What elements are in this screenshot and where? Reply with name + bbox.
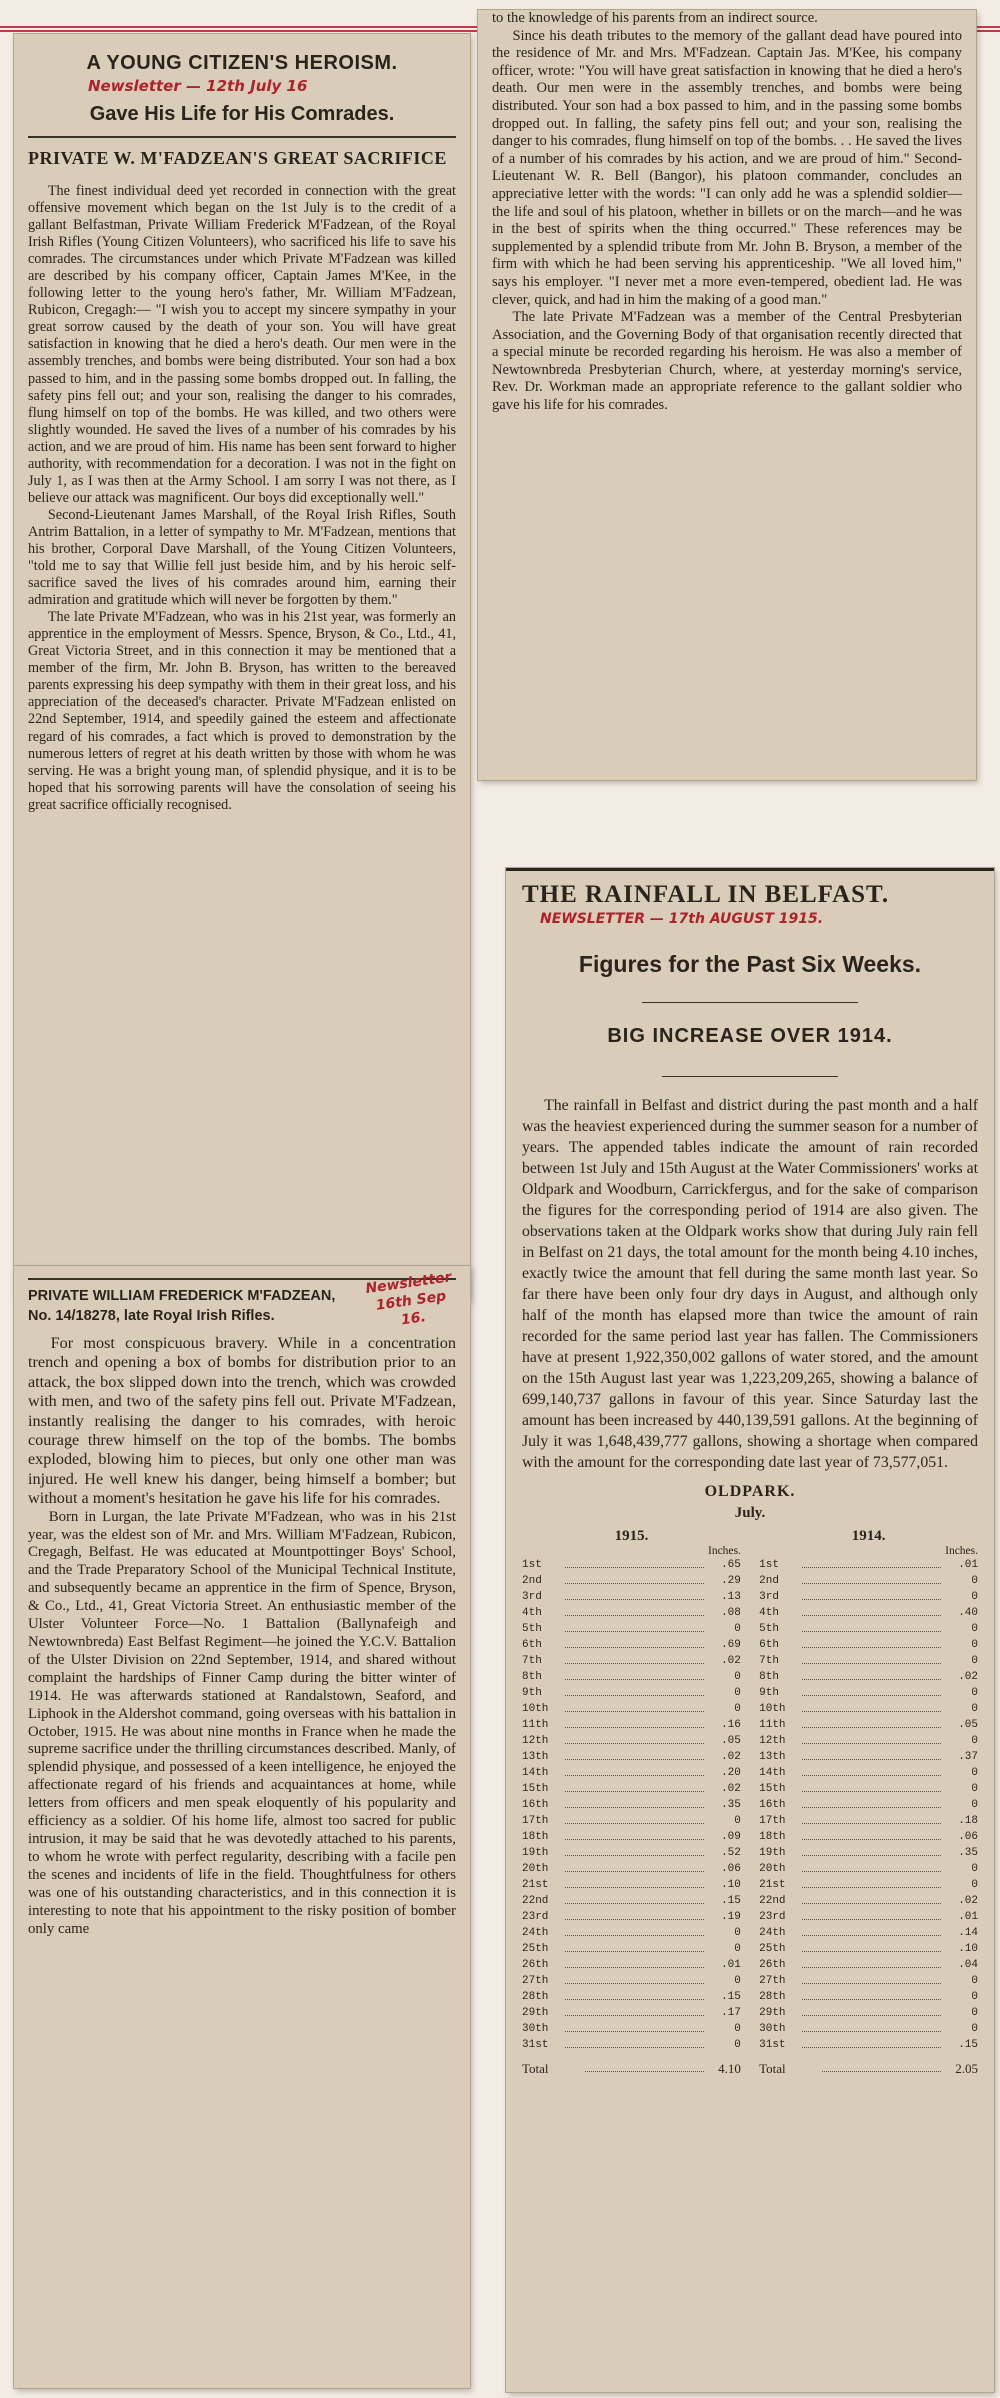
total-row xyxy=(522,2061,741,2077)
day-cell: 23rd xyxy=(522,1911,549,1923)
leader-dots xyxy=(802,1701,941,1712)
day-cell: 31st xyxy=(522,2039,549,2051)
table-row xyxy=(759,1685,978,1701)
value-cell: 0 xyxy=(734,1623,741,1635)
leader-dots xyxy=(802,1877,941,1888)
table-row xyxy=(522,2005,741,2021)
table-row xyxy=(759,1589,978,1605)
total-label: Total xyxy=(522,2061,549,2076)
leader-dots xyxy=(802,1637,941,1648)
leader-dots xyxy=(565,1669,704,1680)
leader-dots xyxy=(802,1829,941,1840)
table-month: July. xyxy=(734,1505,766,1521)
leader-dots xyxy=(802,1685,941,1696)
day-cell: 21st xyxy=(522,1879,549,1891)
article-subtitle: Gave His Life for His Comrades. xyxy=(89,103,395,125)
day-cell: 24th xyxy=(522,1927,549,1939)
leader-dots xyxy=(802,1781,941,1792)
value-cell: .02 xyxy=(958,1671,978,1683)
citation-heading: PRIVATE WILLIAM FREDERICK M'FADZEAN, xyxy=(28,1288,336,1304)
value-cell: 0 xyxy=(971,1799,978,1811)
table-row xyxy=(522,1989,741,2005)
rainfall-clipping xyxy=(506,868,994,2392)
day-cell: 19th xyxy=(759,1847,786,1859)
leader-dots xyxy=(565,1637,704,1648)
table-year: 1914. xyxy=(851,1528,886,1544)
table-row xyxy=(759,1637,978,1653)
table-heading: OLDPARK. xyxy=(704,1483,796,1500)
heroism-clipping xyxy=(14,34,470,1300)
table-row xyxy=(759,1781,978,1797)
table-row xyxy=(759,1861,978,1877)
day-cell: 19th xyxy=(522,1847,549,1859)
divider xyxy=(662,1076,838,1077)
day-cell: 13th xyxy=(522,1751,549,1763)
article-title: A YOUNG CITIZEN'S HEROISM. xyxy=(86,52,398,74)
day-cell: 17th xyxy=(522,1815,549,1827)
day-cell: 28th xyxy=(759,1991,786,2003)
leader-dots xyxy=(802,1973,941,1984)
value-cell: .06 xyxy=(721,1863,741,1875)
day-cell: 6th xyxy=(759,1639,779,1651)
day-cell: 11th xyxy=(522,1719,549,1731)
value-cell: .01 xyxy=(958,1911,978,1923)
total-row xyxy=(759,2061,978,2077)
value-cell: .02 xyxy=(958,1895,978,1907)
value-cell: .69 xyxy=(721,1639,741,1651)
table-row xyxy=(759,2037,978,2053)
leader-dots xyxy=(565,2021,704,2032)
day-cell: 22nd xyxy=(759,1895,786,1907)
table-year: 1915. xyxy=(614,1528,649,1544)
handwritten-annotation: NEWSLETTER — 17th AUGUST 1915. xyxy=(540,911,824,927)
value-cell: .04 xyxy=(958,1959,978,1971)
value-cell: .10 xyxy=(721,1879,741,1891)
day-cell: 25th xyxy=(522,1943,549,1955)
rainfall-table xyxy=(759,1528,978,2077)
leader-dots xyxy=(565,1701,704,1712)
table-row xyxy=(522,1701,741,1717)
table-row xyxy=(522,1685,741,1701)
table-row xyxy=(522,1765,741,1781)
value-cell: .01 xyxy=(958,1559,978,1571)
leader-dots xyxy=(802,1621,941,1632)
leader-dots xyxy=(565,1749,704,1760)
leader-dots xyxy=(565,1589,704,1600)
handwritten-annotation: Newsletter — 12th July 16 xyxy=(88,77,308,95)
leader-dots xyxy=(802,1605,941,1616)
leader-dots xyxy=(802,1893,941,1904)
value-cell: 0 xyxy=(971,1991,978,2003)
value-cell: .02 xyxy=(721,1655,741,1667)
leader-dots xyxy=(802,2021,941,2032)
table-row xyxy=(522,2037,741,2053)
value-cell: 0 xyxy=(971,1639,978,1651)
value-cell: 0 xyxy=(971,1687,978,1699)
leader-dots xyxy=(565,1813,704,1824)
value-cell: .01 xyxy=(721,1959,741,1971)
value-cell: 0 xyxy=(734,1927,741,1939)
value-cell: 0 xyxy=(734,1815,741,1827)
table-row xyxy=(759,1989,978,2005)
table-row xyxy=(759,1909,978,1925)
value-cell: .06 xyxy=(958,1831,978,1843)
value-cell: .37 xyxy=(958,1751,978,1763)
table-row xyxy=(759,1621,978,1637)
day-cell: 20th xyxy=(759,1863,786,1875)
value-cell: .15 xyxy=(721,1991,741,2003)
leader-dots xyxy=(565,1573,704,1584)
day-cell: 27th xyxy=(522,1975,549,1987)
leader-dots xyxy=(565,2005,704,2016)
leader-dots xyxy=(802,1797,941,1808)
leader-dots xyxy=(565,1621,704,1632)
leader-dots xyxy=(565,1861,704,1872)
day-cell: 30th xyxy=(759,2023,786,2035)
leader-dots xyxy=(802,1957,941,1968)
day-cell: 14th xyxy=(759,1767,786,1779)
table-row xyxy=(522,1845,741,1861)
leader-dots xyxy=(802,1733,941,1744)
table-row xyxy=(522,1605,741,1621)
day-cell: 15th xyxy=(759,1783,786,1795)
leader-dots xyxy=(565,1941,704,1952)
value-cell: .10 xyxy=(958,1943,978,1955)
table-row xyxy=(522,1589,741,1605)
table-row xyxy=(522,1973,741,1989)
day-cell: 2nd xyxy=(759,1575,779,1587)
day-cell: 22nd xyxy=(522,1895,549,1907)
value-cell: .35 xyxy=(958,1847,978,1859)
citation-subheading: No. 14/18278, late Royal Irish Rifles. xyxy=(28,1308,275,1324)
leader-dots xyxy=(585,2061,704,2072)
value-cell: 0 xyxy=(971,1575,978,1587)
day-cell: 12th xyxy=(759,1735,786,1747)
table-row xyxy=(522,1653,741,1669)
heroism-continuation-clipping xyxy=(478,10,976,780)
leader-dots xyxy=(802,1765,941,1776)
value-cell: 0 xyxy=(971,1703,978,1715)
day-cell: 26th xyxy=(522,1959,549,1971)
paragraph: The late Private M'Fadzean was a member of the Central Presbyterian Association, and the Governing Body of that organisation recently directed that a special minute be recorded regarding his heroism. He was also a member of Newtownbreda Presbyterian Church, where, at yesterday morning's service, Rev. Dr. Workman made an appropriate reference to the gallant soldier who gave his life for his comrades. xyxy=(492,309,962,414)
leader-dots xyxy=(802,1669,941,1680)
table-row xyxy=(759,1653,978,1669)
day-cell: 16th xyxy=(759,1799,786,1811)
value-cell: 0 xyxy=(971,1783,978,1795)
value-cell: .05 xyxy=(958,1719,978,1731)
value-cell: .40 xyxy=(958,1607,978,1619)
value-cell: 0 xyxy=(734,1687,741,1699)
day-cell: 4th xyxy=(522,1607,542,1619)
leader-dots xyxy=(802,1653,941,1664)
leader-dots xyxy=(802,1749,941,1760)
table-row xyxy=(759,1829,978,1845)
article-subhead: BIG INCREASE OVER 1914. xyxy=(607,1025,893,1047)
value-cell: .08 xyxy=(721,1607,741,1619)
day-cell: 27th xyxy=(759,1975,786,1987)
leader-dots xyxy=(565,1829,704,1840)
day-cell: 2nd xyxy=(522,1575,542,1587)
day-cell: 30th xyxy=(522,2023,549,2035)
leader-dots xyxy=(565,1717,704,1728)
value-cell: .15 xyxy=(721,1895,741,1907)
paragraph: Born in Lurgan, the late Private M'Fadzean, who was in his 21st year, was the eldest son of Mr. and Mrs. William M'Fadzean, Rubicon, Cregagh, Belfast. He was educated at Mountpottinger Boys' School, and the Trade Preparatory School of the Municipal Technical Institute, and subsequently became an apprentice in the firm of Spence, Bryson, & Co., Ltd., 41, Great Victoria Street. An enthusiastic member of the Ulster Volunteer Force—No. 1 Battalion (Ballynafeigh and Newtownbreda) East Belfast Regiment—he joined the Y.C.V. Battalion of the Ulster Division on 22nd September, 1914, and shared without complaint the hardships of Finner Camp during the bitter winter of 1914. He was afterwards stationed at Randalstown, Seaford, and Liphook in the Aldershot command, going overseas with his battalion in October, 1915. He was about nine months in France when he made the supreme sacrifice under the thrilling circumstances described. Manly, of splendid physique, and possessed of a keen intelligence, he enjoyed the affectionate regard of his friends and acquaintances at home, while letters from officers and men speak eloquently of his popularity and efficiency as a soldier. Of his home life, almost too sacred for public intrusion, it may be said that he was devotedly attached to his parents, to whom he wrote with perfect regularity, describing with a facile pen the scenes and incidents of life in the field. Thoughtfulness for others was one of his outstanding characteristics, and in this connection it is interesting to note that his appointment to the risky position of bomber only came xyxy=(28,1508,456,1937)
day-cell: 24th xyxy=(759,1927,786,1939)
table-row xyxy=(522,1893,741,1909)
paragraph: to the knowledge of his parents from an indirect source. xyxy=(492,10,818,26)
table-row xyxy=(759,1717,978,1733)
value-cell: .35 xyxy=(721,1799,741,1811)
table-row xyxy=(522,1813,741,1829)
leader-dots xyxy=(802,2037,941,2048)
table-row xyxy=(759,1797,978,1813)
table-row xyxy=(522,1749,741,1765)
value-cell: 0 xyxy=(971,1591,978,1603)
leader-dots xyxy=(802,1941,941,1952)
value-cell: .52 xyxy=(721,1847,741,1859)
table-row xyxy=(759,2021,978,2037)
table-row xyxy=(522,1861,741,1877)
day-cell: 9th xyxy=(759,1687,779,1699)
day-cell: 14th xyxy=(522,1767,549,1779)
value-cell: 0 xyxy=(971,2007,978,2019)
day-cell: 21st xyxy=(759,1879,786,1891)
table-row xyxy=(759,1957,978,1973)
paragraph: The rainfall in Belfast and district during the past month and a half was the heaviest experienced during the summer season for a number of years. The appended tables indicate the amount of rain recorded between 1st July and 15th August at the Water Commissioners' works at Oldpark and Woodburn, Carrickfergus, and for the sake of comparison the figures for the corresponding period of 1914 are also given. The observations taken at the Oldpark works show that during July rain fell in Belfast on 21 days, the total amount for the month being 4.10 inches, exactly twice the amount that fell during the same month last year. So far there have been only four dry days in August, and although only half of the month has elapsed more than twice the amount of rain recorded for the same period last year has fallen. The Commissioners have at present 1,922,350,002 gallons of water stored, and the amount on the 15th August last year was 1,223,209,265, showing a balance of 699,140,737 gallons in favour of this year. Since Saturday last the amount has been increased by 440,139,591 gallons. At the beginning of July it was 1,648,439,777 gallons, showing a shortage when compared with the amount for the corresponding date last year of 73,577,051. xyxy=(522,1097,978,1471)
table-row xyxy=(759,1877,978,1893)
value-cell: 0 xyxy=(971,1975,978,1987)
leader-dots xyxy=(822,2061,941,2072)
paragraph: For most conspicuous bravery. While in a concentration trench and opening a box of bombs for distribution prior to an attack, the box slipped down into the trench, which was crowded with men, and two of the safety pins fell out. Private M'Fadzean, instantly realising the danger to his comrades, with heroic courage threw himself on the top of the bombs. The bombs exploded, blowing him to pieces, but only one other man was injured. He well knew his danger, being himself a bomber; but without a moment's hesitation he gave his life for his comrades. xyxy=(28,1334,456,1508)
day-cell: 25th xyxy=(759,1943,786,1955)
value-cell: 0 xyxy=(971,1735,978,1747)
leader-dots xyxy=(802,1861,941,1872)
leader-dots xyxy=(565,1957,704,1968)
leader-dots xyxy=(565,1909,704,1920)
table-row xyxy=(522,1637,741,1653)
table-row xyxy=(759,2005,978,2021)
day-cell: 7th xyxy=(759,1655,779,1667)
table-row xyxy=(759,1573,978,1589)
table-row xyxy=(759,1765,978,1781)
day-cell: 11th xyxy=(759,1719,786,1731)
value-cell: .15 xyxy=(958,2039,978,2051)
value-cell: 0 xyxy=(734,2023,741,2035)
leader-dots xyxy=(802,2005,941,2016)
table-row xyxy=(522,1909,741,1925)
day-cell: 12th xyxy=(522,1735,549,1747)
leader-dots xyxy=(565,1685,704,1696)
leader-dots xyxy=(802,1589,941,1600)
value-cell: 0 xyxy=(971,1655,978,1667)
table-row xyxy=(759,1925,978,1941)
table-row xyxy=(522,1829,741,1845)
paragraph: Since his death tributes to the memory of the gallant dead have poured into the residence of Mr. and Mrs. M'Fadzean. Captain Jas. M'Kee, his company officer, wrote: "You will have great satisfaction in knowing that he died a hero's death. Our men were in the assembly trenches, and bombs were being distributed. Your son had a box passed to him, and in the passing some bombs dropped out. In falling, the safety pins fell out; and your son, realising the danger to his comrades, flung himself on top of the bombs. . . He saved the lives of a number of his comrades by his action, and we are proud of him." Second-Lieutenant W. R. Bell (Bangor), his platoon commander, concludes an appreciative letter with the words: "I can only add he was a splendid soldier—the life and soul of his platoon, whether in billets or on the march—and he was in the best of spirits when the thing occurred." These references may be supplemented by a splendid tribute from Mr. John B. Bryson, a member of the firm with which he had been serving his apprenticeship. "We all loved him," says his employer. "I never met a more even-tempered, obedient lad. He was clever, quick, and had in him the making of a good man." xyxy=(492,27,962,308)
value-cell: 0 xyxy=(734,1975,741,1987)
table-row xyxy=(522,1781,741,1797)
table-unit: Inches. xyxy=(707,1545,741,1557)
value-cell: .13 xyxy=(721,1591,741,1603)
value-cell: 0 xyxy=(734,1943,741,1955)
value-cell: .17 xyxy=(721,2007,741,2019)
value-cell: .18 xyxy=(958,1815,978,1827)
day-cell: 5th xyxy=(522,1623,542,1635)
day-cell: 3rd xyxy=(522,1591,542,1603)
table-row xyxy=(522,1557,741,1573)
leader-dots xyxy=(802,1813,941,1824)
value-cell: .14 xyxy=(958,1927,978,1939)
value-cell: 0 xyxy=(971,1623,978,1635)
table-row xyxy=(522,1941,741,1957)
day-cell: 8th xyxy=(522,1671,542,1683)
value-cell: .02 xyxy=(721,1783,741,1795)
table-row xyxy=(759,1749,978,1765)
leader-dots xyxy=(565,1845,704,1856)
value-cell: 0 xyxy=(971,2023,978,2035)
table-row xyxy=(759,1701,978,1717)
table-row xyxy=(522,1797,741,1813)
handwritten-annotation: Newsletter 16th Sep 16. xyxy=(364,1269,453,1329)
citation-clipping xyxy=(14,1266,470,2388)
table-row xyxy=(759,1845,978,1861)
leader-dots xyxy=(802,1925,941,1936)
paragraph: Second-Lieutenant James Marshall, of the Royal Irish Rifles, South Antrim Battalion, in a letter of sympathy to Mr. M'Fadzean, mentions that his brother, Corporal Dave Marshall, of the Young Citizen Volunteers, "told me to say that Willie fell just beside him, and by his heroic self-sacrifice saved the lives of his comrades around him, earning their admiration and gratitude which will never be forgotten by them." xyxy=(28,506,456,609)
day-cell: 10th xyxy=(522,1703,549,1715)
table-row xyxy=(759,1669,978,1685)
day-cell: 31st xyxy=(759,2039,786,2051)
paragraph: The finest individual deed yet recorded in connection with the great offensive movement which began on the 1st July is to the credit of a gallant Belfastman, Private William Frederick M'Fadzean, of the Royal Irish Rifles (Young Citizen Volunteers), who sacrificed his life to save his comrades. The circumstances under which Private M'Fadzean was killed are described by his company officer, Captain James M'Kee, in the following letter to the young hero's father, Mr. William M'Fadzean, Rubicon, Cregagh:— "I wish you to accept my sincere sympathy in your great sorrow caused by the death of your son. You will have great satisfaction in knowing that he died a hero's death. Our men were in the assembly trenches, and bombs were being distributed. Your son had a box passed to him, and in the passing some bombs dropped out. In falling, the safety pins fell out; and your son, realising the danger to his comrades, flung himself on top of the bombs. He was killed, and two others were slightly wounded. He saved the lives of a number of his comrades by his action, and we are proud of him. His name has been sent forward to higher authority, with recommendation for a decoration. I was not in the fight on July 1, as I was then at the Army School. I am sorry I was not there, as I believe our attack was magnificent. Our boys did exceptionally well." xyxy=(28,183,456,506)
table-row xyxy=(522,1877,741,1893)
total-value: 2.05 xyxy=(955,2061,978,2076)
value-cell: .16 xyxy=(721,1719,741,1731)
day-cell: 5th xyxy=(759,1623,779,1635)
paragraph: The late Private M'Fadzean, who was in his 21st year, was formerly an apprentice in the employment of Messrs. Spence, Bryson, & Co., Ltd., 41, Great Victoria Street, and in this connection it may be mentioned that a member of the firm, Mr. John B. Bryson, has written to the bereaved parents expressing his deep sympathy with them in their great loss, and his appreciation of the deceased's character. Private M'Fadzean enlisted on 22nd September, 1914, and speedily gained the esteem and affectionate regard of his comrades, a fact which is proved to demonstration by the numerous letters of regret at his death written by those with whom he was serving. He was a bright young man, of splendid physique, and it is to be hoped that his sorrowing parents will have the consolation of seeing his great sacrifice officially recognised. xyxy=(28,609,456,813)
day-cell: 16th xyxy=(522,1799,549,1811)
day-cell: 23rd xyxy=(759,1911,786,1923)
leader-dots xyxy=(802,1989,941,2000)
leader-dots xyxy=(565,1781,704,1792)
table-row xyxy=(759,1557,978,1573)
rainfall-tables xyxy=(522,1528,978,2077)
value-cell: 0 xyxy=(734,2039,741,2051)
table-row xyxy=(522,1669,741,1685)
value-cell: .19 xyxy=(721,1911,741,1923)
table-row xyxy=(759,1893,978,1909)
table-row xyxy=(522,1957,741,1973)
value-cell: .20 xyxy=(721,1767,741,1779)
total-label: Total xyxy=(759,2061,786,2076)
day-cell: 28th xyxy=(522,1991,549,2003)
leader-dots xyxy=(802,1717,941,1728)
leader-dots xyxy=(565,1557,704,1568)
rainfall-table xyxy=(522,1528,741,2077)
leader-dots xyxy=(802,1557,941,1568)
table-row xyxy=(522,1717,741,1733)
leader-dots xyxy=(802,1573,941,1584)
leader-dots xyxy=(565,1797,704,1808)
leader-dots xyxy=(565,1877,704,1888)
day-cell: 20th xyxy=(522,1863,549,1875)
value-cell: .02 xyxy=(721,1751,741,1763)
table-row xyxy=(759,1813,978,1829)
section-heading: PRIVATE W. M'FADZEAN'S GREAT SACRIFICE xyxy=(28,148,447,168)
value-cell: 0 xyxy=(734,1671,741,1683)
article-title: THE RAINFALL IN BELFAST. xyxy=(522,881,890,908)
day-cell: 9th xyxy=(522,1687,542,1699)
table-row xyxy=(522,2021,741,2037)
leader-dots xyxy=(565,1733,704,1744)
day-cell: 8th xyxy=(759,1671,779,1683)
table-row xyxy=(759,1605,978,1621)
value-cell: .29 xyxy=(721,1575,741,1587)
value-cell: 0 xyxy=(971,1879,978,1891)
day-cell: 4th xyxy=(759,1607,779,1619)
day-cell: 18th xyxy=(759,1831,786,1843)
day-cell: 17th xyxy=(759,1815,786,1827)
value-cell: .05 xyxy=(721,1735,741,1747)
day-cell: 29th xyxy=(522,2007,549,2019)
day-cell: 7th xyxy=(522,1655,542,1667)
day-cell: 10th xyxy=(759,1703,786,1715)
divider xyxy=(642,1002,858,1003)
leader-dots xyxy=(802,1909,941,1920)
table-row xyxy=(759,1973,978,1989)
day-cell: 13th xyxy=(759,1751,786,1763)
table-row xyxy=(522,1621,741,1637)
day-cell: 18th xyxy=(522,1831,549,1843)
value-cell: 0 xyxy=(734,1703,741,1715)
table-row xyxy=(522,1573,741,1589)
value-cell: 0 xyxy=(971,1863,978,1875)
leader-dots xyxy=(802,1845,941,1856)
value-cell: 0 xyxy=(971,1767,978,1779)
leader-dots xyxy=(565,1893,704,1904)
table-unit: Inches. xyxy=(945,1545,978,1557)
total-value: 4.10 xyxy=(718,2061,741,2076)
leader-dots xyxy=(565,1989,704,2000)
day-cell: 6th xyxy=(522,1639,542,1651)
leader-dots xyxy=(565,1973,704,1984)
day-cell: 1st xyxy=(522,1559,542,1571)
divider xyxy=(28,136,456,138)
value-cell: .09 xyxy=(721,1831,741,1843)
day-cell: 15th xyxy=(522,1783,549,1795)
article-subtitle: Figures for the Past Six Weeks. xyxy=(578,951,922,977)
table-row xyxy=(759,1941,978,1957)
leader-dots xyxy=(565,1765,704,1776)
day-cell: 26th xyxy=(759,1959,786,1971)
value-cell: .65 xyxy=(721,1559,741,1571)
day-cell: 29th xyxy=(759,2007,786,2019)
leader-dots xyxy=(565,1653,704,1664)
table-row xyxy=(759,1733,978,1749)
leader-dots xyxy=(565,2037,704,2048)
leader-dots xyxy=(565,1925,704,1936)
table-row xyxy=(522,1733,741,1749)
leader-dots xyxy=(565,1605,704,1616)
day-cell: 3rd xyxy=(759,1591,779,1603)
day-cell: 1st xyxy=(759,1559,779,1571)
table-row xyxy=(522,1925,741,1941)
